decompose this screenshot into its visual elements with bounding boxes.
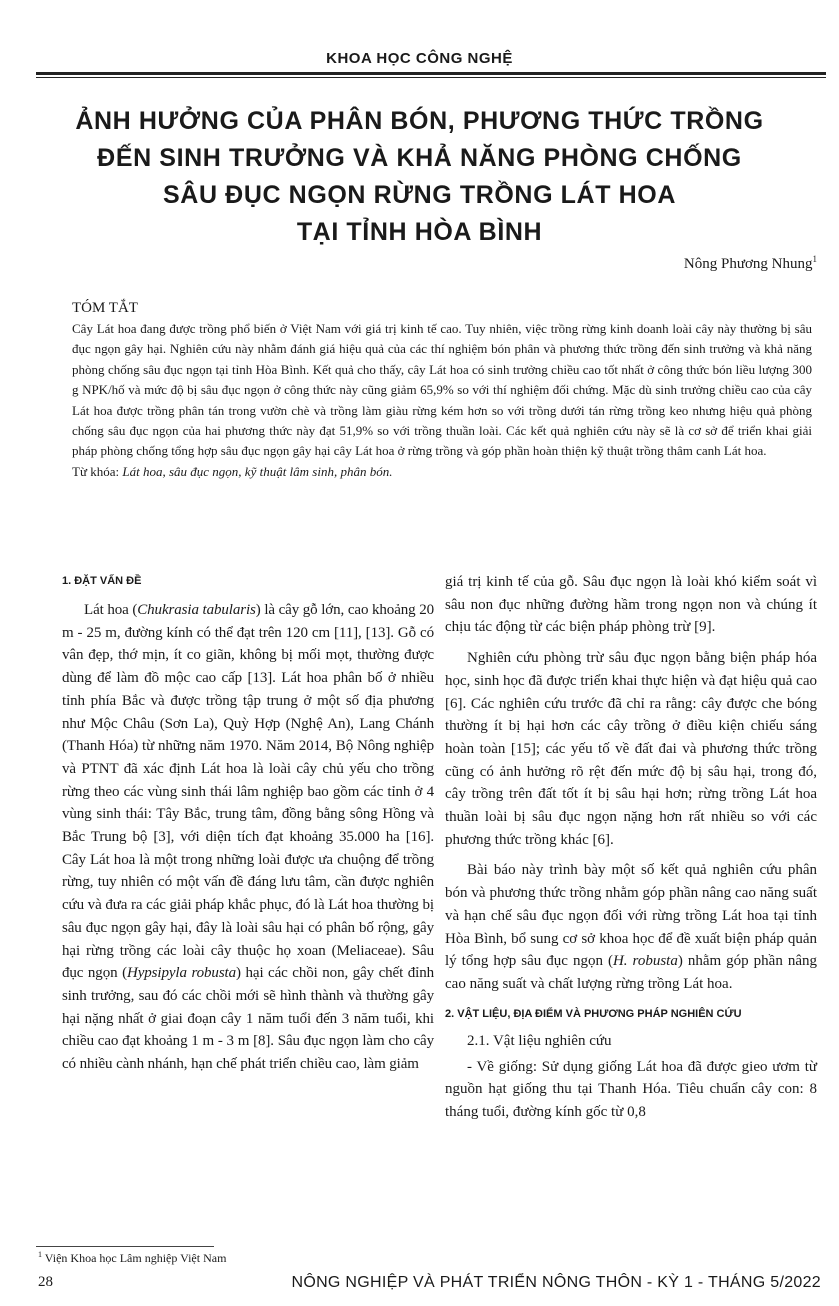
title-line: SÂU ĐỤC NGỌN RỪNG TRỒNG LÁT HOA bbox=[163, 181, 676, 209]
scientific-name: Hypsipyla robusta bbox=[126, 965, 237, 982]
title-line: ẢNH HƯỞNG CỦA PHÂN BÓN, PHƯƠNG THỨC TRỒNG bbox=[75, 107, 764, 135]
paragraph-intro bbox=[62, 599, 434, 1076]
title-line: TẠI TỈNH HÒA BÌNH bbox=[296, 218, 543, 246]
section-header: KHOA HỌC CÔNG NGHỆ bbox=[326, 50, 513, 67]
paragraph-aim bbox=[445, 859, 817, 995]
journal-footer: NÔNG NGHIỆP VÀ PHÁT TRIỂN NÔNG THÔN - KỲ 1 - THÁNG 5/2022 bbox=[291, 1274, 821, 1291]
keywords-list: Lát hoa, sâu đục ngọn, kỹ thuật lâm sinh, phân bón. bbox=[122, 463, 393, 479]
footnote-mark: 1 bbox=[38, 1250, 42, 1259]
text-run: ) là cây gỗ lớn, cao khoảng 20 m - 25 m, đường kính có thể đạt trên 120 cm [11], [13]. Gỗ có vân đẹp, thớ mịn, ít co giãn, không bị mối mọt, thường được dùng để làm đồ mộc cao cấp [13]. Lát hoa phân bố ở nhiều tỉnh phía Bắc và được trồng tập trung ở một số địa phương như Mộc Châu (Sơn La), Quỳ Hợp (Nghệ An), Lang Chánh (Thanh Hóa) từ những năm 1970. Năm 2014, Bộ Nông nghiệp và PTNT đã xác định Lát hoa là loài cây chủ yếu cho trồng rừng theo các vùng sinh thái lâm nghiệp bao gồm các tỉnh ở 4 vùng sinh thái: Tây Bắc, trung tâm, đồng bằng sông Hồng và Bắc Trung bộ [3], với diện tích đạt khoảng 35.000 ha [16]. Cây Lát hoa là một trong những loài được ưa chuộng để trồng rừng, tuy nhiên có một vấn đề đáng lưu tâm, cần được nghiên cứu và đưa ra các giải pháp khắc phục, đó là Lát hoa thường bị sâu đục ngọn gây hại, đây là loài sâu hại có phân bố rộng, gây hại rừng trồng các loài cây thuộc họ xoan (Meliaceae). Sâu đục ngọn ( bbox=[62, 602, 435, 982]
header-rule-thick bbox=[36, 72, 826, 75]
section-2-title: 2. VẬT LIỆU, ĐỊA ĐIỂM VÀ PHƯƠNG PHÁP NGHIÊN CỨU bbox=[445, 1007, 742, 1020]
title-line: ĐẾN SINH TRƯỞNG VÀ KHẢ NĂNG PHÒNG CHỐNG bbox=[97, 144, 742, 172]
paragraph-continued: giá trị kinh tế của gỗ. Sâu đục ngọn là loài khó kiểm soát vì sâu non đục những đường hầm trong ngọn non và chúng ít chịu tác động từ các biện pháp phòng trừ [9]. bbox=[445, 574, 817, 636]
page-number: 28 bbox=[38, 1274, 53, 1290]
text-run: Bài báo này trình bày một số kết quả nghiên cứu phân bón và phương thức trồng nhằm góp phần nâng cao năng suất và hạn chế sâu đục ngọn đối với rừng trồng Lát hoa tại tỉnh Hòa Bình, bổ sung cơ sở khoa học để đề xuất biện pháp quản lý tổng hợp sâu đục ngọn ( bbox=[445, 862, 817, 970]
scientific-name: H. robusta bbox=[612, 953, 678, 970]
scientific-name: Chukrasia tabularis bbox=[137, 602, 256, 618]
left-column bbox=[62, 571, 434, 1076]
author-affiliation-mark: 1 bbox=[812, 254, 817, 264]
abstract-heading: TÓM TẮT bbox=[72, 300, 138, 316]
abstract-body: Cây Lát hoa đang được trồng phổ biến ở Việt Nam với giá trị kinh tế cao. Tuy nhiên, việc trồng rừng kinh doanh loài cây này thường bị sâu đục ngọn gây hại. Nghiên cứu này nhằm đánh giá hiệu quả của các thí nghiệm bón phân và phương thức trồng đến sinh trưởng và khả năng phòng chống sâu đục ngọn tại tỉnh Hòa Bình. Kết quả cho thấy, cây Lát hoa có sinh trưởng chiều cao tốt nhất ở công thức bón liều lượng 300 g NPK/hố và mức độ bị sâu đục ngọn ở công thức này cũng giảm 65,9% so với thí nghiệm đối chứng. Mặc dù sinh trưởng chiều cao của cây Lát hoa được trồng phân tán trong vườn chè và trồng làm giàu rừng kém hơn so với trồng dưới tán rừng trồng keo nhưng hiệu quả phòng chống sâu đục ngọn của hai phương thức này đạt 51,9% so với trồng thuần loài. Các kết quả nghiên cứu này sẽ là cơ sở để triển khai giải pháp phòng chống tổng hợp sâu đục ngọn gây hại cây Lát hoa ở rừng trồng và góp phần hoàn thiện kỹ thuật trồng thâm canh Lát hoa. bbox=[72, 321, 812, 459]
right-column bbox=[445, 571, 817, 1124]
text-run: Lát hoa ( bbox=[84, 602, 138, 618]
paragraph-prior-research: Nghiên cứu phòng trừ sâu đục ngọn bằng biện pháp hóa học, sinh học đã được triển khai thực hiện và đạt hiệu quả cao [6]. Các nghiên cứu trước đã chỉ ra rằng: cây được che bóng thường ít bị hại hơn các cây trồng ở điều kiện chiếu sáng hoàn toàn [15]; các yếu tố về đất đai và phương thức trồng cũng có ảnh hưởng rõ rệt đến mức độ bị sâu hại, trong đó, cây trồng trên đất tốt ít bị sâu hại hơn; rừng trồng Lát hoa thuần loài bị sâu đục ngọn nặng hơn rất nhiều so với các phương thức trồng khác [6]. bbox=[445, 650, 817, 848]
footnote-rule bbox=[36, 1246, 214, 1247]
author-byline bbox=[684, 254, 817, 273]
paragraph-materials: - Về giống: Sử dụng giống Lát hoa đã được gieo ươm từ nguồn hạt giống thu tại Thanh Hóa. Tiêu chuẩn cây con: 8 tháng tuổi, đường kính gốc từ 0,8 bbox=[445, 1058, 817, 1121]
keywords bbox=[72, 462, 812, 482]
subsection-2-1-title: 2.1. Vật liệu nghiên cứu bbox=[467, 1032, 612, 1049]
section-1-title: 1. ĐẶT VẤN ĐỀ bbox=[62, 575, 142, 587]
text-run: ) nhằm góp phần nâng cao năng suất và chất lượng rừng trồng Lát hoa. bbox=[445, 953, 817, 992]
author-name: Nông Phương Nhung bbox=[683, 256, 813, 272]
abstract bbox=[72, 300, 812, 482]
footnote bbox=[38, 1250, 226, 1266]
keywords-label: Từ khóa: bbox=[72, 463, 120, 479]
header-rule-thin bbox=[36, 77, 826, 78]
article-title bbox=[30, 103, 809, 251]
text-run: ) hại các chồi non, gây chết đỉnh sinh trưởng, sau đó các chồi mới sẽ hình thành và thường gây hại nặng nhất ở giai đoạn cây 1 năm tuổi đến 3 năm tuổi, khi chiều cao đạt khoảng 1 m - 3 m [8]. Sâu đục ngọn làm cho cây có nhiều cành nhánh, hạn chế phát triển chiều cao, làm giảm bbox=[62, 965, 434, 1073]
footnote-text: Viện Khoa học Lâm nghiệp Việt Nam bbox=[44, 1251, 227, 1265]
